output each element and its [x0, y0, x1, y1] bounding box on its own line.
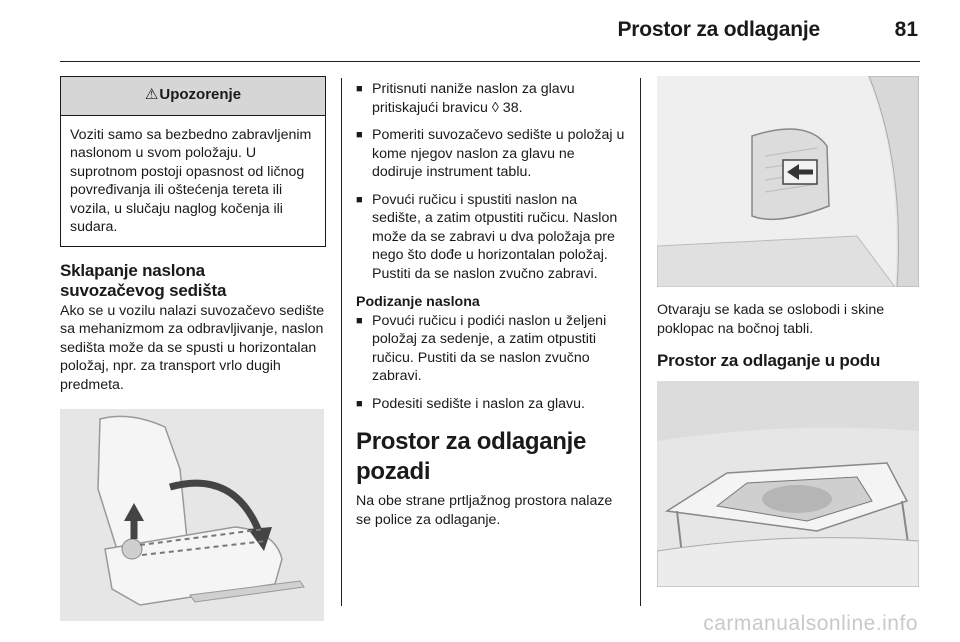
fold-step-3: ■ Povući ručicu i spustiti naslon na sedište, a zatim otpustiti ručicu. Naslon može da se zabravi u dva položaja pre nego što dođe u horizontalan položaj. Pustiti da se naslon zvučno zabravi. [356, 191, 628, 284]
warning-text: Voziti samo sa bezbedno zabravljenim naslonom u svom položaju. U suprotnom postoji opasnost od ličnog povređivanja ili oštećenja tereta ili vozila, u slučaju naglog kočenja ili sudara. [70, 126, 312, 235]
seat-lever [122, 539, 142, 559]
floor-illustration [657, 381, 919, 587]
stored-item [762, 485, 832, 513]
warning-triangle-icon: ⚠ [144, 86, 159, 103]
fold-heading-line1: Sklapanje naslona [60, 260, 205, 280]
warning-box [60, 76, 326, 247]
header-rule [60, 61, 920, 62]
column-divider-1 [341, 78, 342, 606]
raise-step-1: ■ Povući ručicu i podići naslon u željeni položaj za sedenje, a zatim otpustiti ručicu. Pustiti da se naslon zvučno zabravi. [356, 312, 628, 386]
column-divider-2 [640, 78, 641, 606]
fold-heading-line2: suvozačevog sedišta [60, 280, 227, 300]
rear-text: Na obe strane prtljažnog prostora nalaze se police za odlaganje. [356, 493, 613, 528]
fold-steps [356, 80, 628, 283]
fold-heading [60, 261, 326, 301]
rear-heading-line1: Prostor za odlaganje [356, 428, 587, 455]
fold-text: Ako se u vozilu nalazi suvozačevo sedište sa mehanizmom za odbravljivanje, naslon sedišta može da se spusti u horizontalan položaj, npr. za transport vrlo dugih predmeta. [60, 302, 325, 393]
page-number: 81 [894, 18, 918, 41]
warning-header [61, 77, 325, 116]
watermark: carmanualsonline.info [703, 612, 918, 635]
floor-heading: Prostor za odlaganje u podu [657, 351, 881, 370]
side-panel-illustration [657, 76, 919, 287]
column-right [657, 76, 919, 587]
rear-heading-line2: pozadi [356, 458, 431, 485]
seat-illustration [60, 409, 324, 621]
header-title: Prostor za odlaganje [617, 18, 820, 41]
column-middle [356, 80, 628, 529]
raise-heading: Podizanje naslona [356, 294, 480, 310]
warning-title: Upozorenje [159, 86, 242, 103]
column-left [60, 76, 326, 621]
side-panel-figure [657, 76, 919, 287]
rear-heading [356, 427, 628, 487]
side-panel-caption: Otvaraju se kada se oslobodi i skine poklopac na bočnoj tabli. [657, 302, 885, 337]
fold-step-2: ■ Pomeriti suvozačevo sedište u položaj u kome njegov naslon za glavu ne dodiruje instrument tablu. [356, 126, 628, 182]
raise-steps [356, 312, 628, 414]
raise-step-2: ■ Podesiti sedište i naslon za glavu. [356, 395, 628, 414]
floor-figure [657, 381, 919, 587]
fold-step-1: ■ Pritisnuti naniže naslon za glavu pritiskajući bravicu ◊ 38. [356, 80, 628, 117]
seat-figure [60, 409, 324, 621]
